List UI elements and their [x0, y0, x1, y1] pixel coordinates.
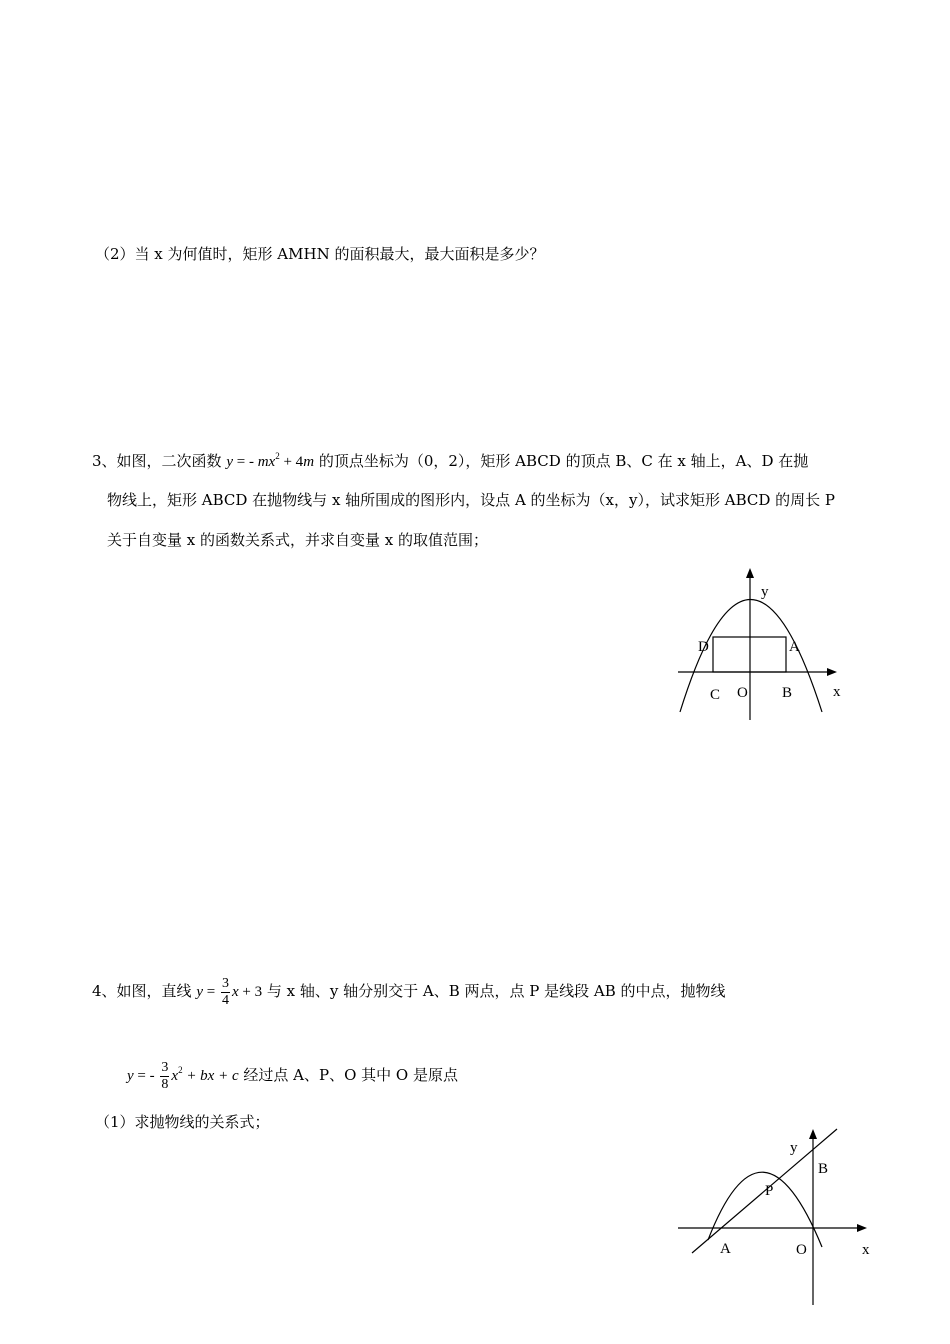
q3-line3: 关于自变量 x 的函数关系式，并求自变量 x 的取值范围；: [107, 531, 488, 549]
q4-label-y: y: [790, 1140, 798, 1156]
q3-parabola-curve: [680, 600, 822, 713]
q4-line1-rest: 与 x 轴、y 轴分别交于 A、B 两点，点 P 是线段 AB 的中点，抛物线: [266, 981, 726, 1000]
q4-label-b: B: [818, 1161, 829, 1177]
q3-parabola-figure: [670, 565, 850, 725]
q3-line1: [92, 446, 808, 472]
q4-line2: [127, 1060, 458, 1093]
q2-part2-text: （2）当 x 为何值时，矩形 AMHN 的面积最大，最大面积是多少？: [95, 245, 545, 263]
q3-x-arrow-icon: [827, 668, 837, 676]
q4-line1: [92, 976, 726, 1009]
q4-label-a: A: [720, 1241, 731, 1257]
q3-prefix: 3、如图，二次函数: [92, 452, 222, 470]
q4-part1: （1）求抛物线的关系式；: [95, 1113, 270, 1131]
q4-line-parabola-figure: [670, 1125, 875, 1310]
q3-label-b: B: [782, 685, 793, 701]
q3-line2: 物线上，矩形 ABCD 在抛物线与 x 轴所围成的图形内，设点 A 的坐标为（x，y），试求矩形 ABCD 的周长 P: [107, 491, 836, 509]
q4-prefix: 4、如图，直线: [92, 981, 192, 1000]
q3-label-d: D: [698, 639, 709, 655]
q4-label-o: O: [796, 1242, 807, 1258]
q4-label-x: x: [862, 1242, 870, 1258]
q3-label-x: x: [833, 684, 841, 700]
q4-line2-rest: 经过点 A、P、O 其中 O 是原点: [243, 1066, 458, 1084]
q4-parabola-formula: y = - $\frac{3}{8}$ $x^2$ + bx + c: [127, 1060, 239, 1093]
q4-line-formula: y = $\frac{3}{4}$ x + 3: [196, 976, 263, 1008]
q3-formula: y = - $mx^2 + 4m$: [226, 451, 315, 470]
q3-line1-rest: 的顶点坐标为（0，2），矩形 ABCD 的顶点 B、C 在 x 轴上，A、D 在抛: [318, 452, 809, 470]
q4-y-arrow-icon: [809, 1129, 817, 1139]
q3-label-o: O: [737, 685, 748, 701]
q3-label-y: y: [761, 584, 769, 600]
q4-x-arrow-icon: [857, 1224, 867, 1232]
q4-label-p: P: [765, 1183, 774, 1199]
q3-y-arrow-icon: [746, 568, 754, 578]
q3-label-a: A: [789, 639, 800, 655]
q3-label-c: C: [710, 687, 721, 703]
